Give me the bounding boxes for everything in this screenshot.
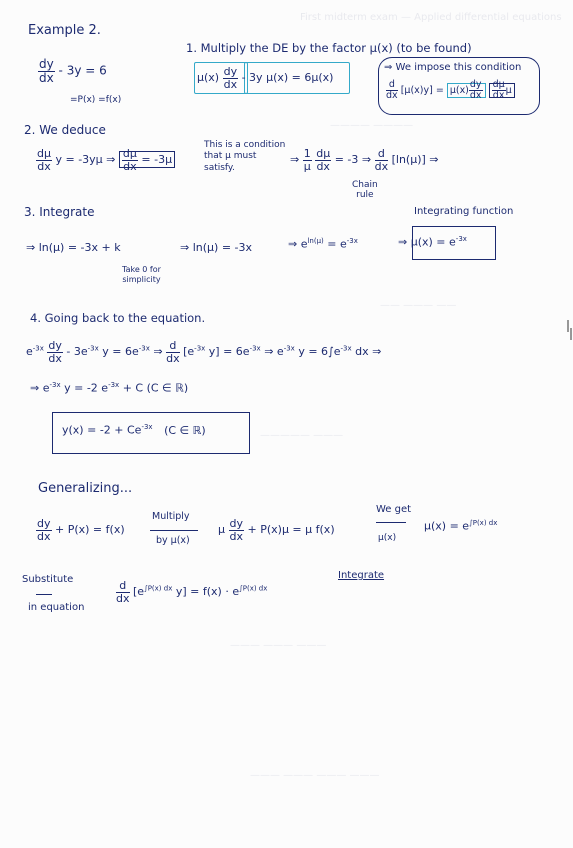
step3-heading: 3. Integrate — [24, 205, 95, 219]
final-answer: $y(x) = -2 + Ce^{-3x}$ (C ∈ ℝ) — [62, 423, 206, 437]
show-through-text: First midterm exam — Applied differential equations — [300, 12, 562, 23]
dy-dx-fraction: $\frac{dy}{dx}$ — [229, 517, 243, 543]
example-title: Example 2. — [28, 23, 101, 38]
dmu-dx-fraction: $\frac{d\mu}{dx}$ — [316, 147, 331, 173]
step4-line1: $e^{-3x}$ $\frac{dy}{dx}$ - $3e^{-3x}$ $y = 6e^{-3x}$ ⇒ $\frac{d}{dx}$ [$e^{-3x}$ $y] = 6e^{-3x}$ ⇒ $e^{-3x}$ $y = 6\int e^{-3x}$ dx ⇒ — [26, 339, 382, 365]
dy-dx-fraction: $\frac{dy}{dx}$ — [48, 339, 62, 365]
multiply-arrow — [150, 530, 198, 531]
we-get-mu: μ(x) — [378, 533, 397, 543]
impose-highlight: μ(x) $\frac{dy}{dx}$ — [447, 83, 486, 98]
step4-line2: ⇒ $e^{-3x}$ y = -2 $e^{-3x} + C$ (C ∈ ℝ) — [30, 381, 189, 395]
d-dx-fraction: $\frac{d}{dx}$ — [116, 579, 130, 605]
d-dx-fraction: $\frac{d}{dx}$ — [374, 147, 389, 173]
impose-equation — [386, 80, 515, 101]
d-dx-fraction: $\frac{d}{dx}$ — [386, 79, 398, 101]
integrating-function-label: Integrating function — [414, 206, 514, 217]
general-result: $\mu(x) = e^{\int P(x) dx}$ — [424, 519, 498, 533]
step2-boxed-condition: $\frac{d\mu}{dx}$ = -3μ — [119, 151, 175, 168]
step1-equation-rest: - 3y μ(x) = 6μ(x) — [241, 71, 334, 85]
we-get-label: We get — [376, 504, 412, 515]
integrating-function: ⇒ $\mu(x) = e^{-3x}$ — [398, 235, 467, 249]
dmu-dx-fraction: $\frac{d\mu}{dx}$ — [37, 147, 51, 173]
dy-dx-fraction: $\frac{dy}{dx}$ — [37, 517, 51, 543]
show-through-text: ——— ——— ——— ——— — [250, 770, 380, 781]
condition-note: This is a condition that μ must satisfy. — [204, 140, 286, 173]
general-eq1: $\frac{dy}{dx}$ + P(x) = f(x) — [37, 517, 125, 543]
show-through-text: ——— ——— ——— — [230, 640, 327, 651]
multiply-by-mu: by μ(x) — [156, 535, 190, 546]
multiply-label: Multiply — [152, 511, 190, 522]
step3-eq2: ⇒ ln(μ) = -3x — [180, 241, 253, 254]
impose-lhs: [μ(x)y] = — [400, 84, 444, 96]
substitute-arrow — [36, 594, 52, 595]
page-edge-marks — [565, 270, 573, 380]
step3-eq1: ⇒ ln(μ) = -3x + k — [26, 241, 121, 254]
step2-heading: 2. We deduce — [24, 123, 106, 137]
substitute-in-equation: in equation — [28, 602, 85, 613]
example-equation — [38, 58, 107, 84]
example-equation-rest: - 3y = 6 — [58, 63, 107, 78]
general-eq2: μ $\frac{dy}{dx}$ + P(x)μ = μ f(x) — [218, 517, 335, 543]
step2-equation — [36, 148, 175, 172]
we-get-arrow — [376, 522, 406, 523]
generalizing-heading: Generalizing... — [38, 481, 133, 496]
d-dx-fraction: $\frac{d}{dx}$ — [166, 339, 180, 365]
show-through-text: —— ——— —— — [380, 300, 457, 311]
one-over-mu: $\frac{1}{\mu}$ — [303, 147, 311, 173]
mu-of-x: μ(x) — [197, 71, 220, 85]
general-eq3: $\frac{d}{dx}$ [$e^{\int P(x) dx}$ $y] = f(x) \cdot e^{\int P(x) dx}$ — [116, 579, 268, 605]
step3-eq3: ⇒ $e^{ln(\mu)} = e^{-3x}$ — [288, 237, 358, 251]
show-through-text: ———— ———— — [330, 120, 414, 131]
step1-equation — [197, 66, 333, 90]
step1-heading: 1. Multiply the DE by the factor μ(x) (to be found) — [186, 41, 472, 55]
impose-note: ⇒ We impose this condition — [384, 62, 522, 73]
integrate-label: Integrate — [338, 570, 385, 581]
step2-chain-equation: ⇒ $\frac{1}{\mu}$ $\frac{d\mu}{dx}$ = -3 ⇒ $\frac{d}{dx}$ [ln(μ)] ⇒ — [290, 147, 439, 173]
step4-heading: 4. Going back to the equation. — [30, 311, 206, 325]
show-through-text: ————— ——— — [260, 430, 344, 441]
impose-box: $\frac{d\mu}{dx}$ μ — [489, 83, 515, 98]
example-annotation: =P(x) =f(x) — [70, 95, 122, 105]
constant-note: Take 0 for simplicity — [122, 265, 161, 284]
chain-rule-note: Chain rule — [352, 180, 378, 201]
step2-equation-left: y = -3yμ ⇒ — [55, 153, 116, 167]
dy-dx-fraction: $\frac{dy}{dx}$ — [39, 57, 54, 85]
substitute-label: Substitute — [22, 574, 74, 585]
dy-dx-fraction: $\frac{dy}{dx}$ — [223, 65, 238, 91]
